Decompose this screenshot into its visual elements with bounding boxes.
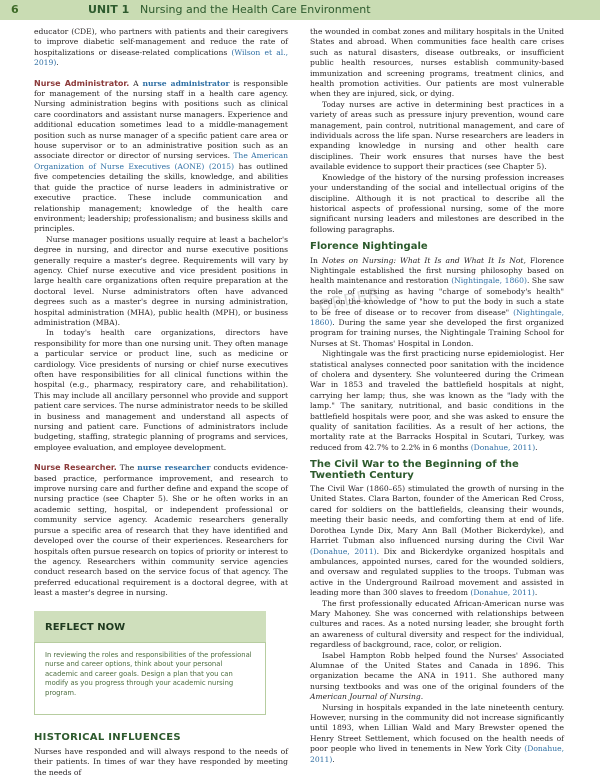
citation-link[interactable]: (Donahue, 2011) [310,546,377,556]
paragraph: Nightingale was the first practicing nurse epidemiologist. Her statistical analyses connected poor sanitation with the incidence of cholera and dysentery. She volunteered during the Crimean War in 1853 and traveled the battlefield hospitals at night, carrying her lamp; thus, she was known as the "lady with the lamp." The sanitary, nutritional, and basic conditions in the battlefield hospitals were poor, and she was asked to ensure the quality of sanitation facilities. As a result of her actions, the mortality rate at the Barracks Hospital in Scutari, Turkey, was reduced from 42.7% to 2.2% in 6 months (Donahue, 2011). [310,349,564,452]
paragraph: the wounded in combat zones and military hospitals in the United States and abroad. When communities face health care crises such as natural disasters, disease outbreaks, or insufficient public health resources, nurses establish community-based immunization and screening programs, treatment clinics, and health promotion activities. Our patients are most vulnerable when they are injured, sick, or dying. [310,27,564,99]
book-title: Notes on Nursing: What It Is and What It Is Not, [321,255,526,265]
citation-link[interactable]: The American Organization of Nurse Executives (AONE) (2015) [34,151,289,171]
citation-link[interactable]: (Donahue, 2011) [470,442,536,452]
watermark: ORDER [316,283,382,316]
section-heading: HISTORICAL INFLUENCES [34,731,181,743]
right-column [310,27,564,765]
subheading: Nurse Administrator. [34,78,130,88]
paragraph: Nursing in hospitals expanded in the late nineteenth century. However, nursing in the community did not increase significantly until 1893, when Lillian Wald and Mary Brewster opened the Henry Street Settlement, which focused on the health needs of poor people who lived in tenements in New York City (Donahue, 2011). [310,702,565,764]
unit-title: Nursing and the Health Care Environment [140,3,371,16]
paragraph: Isabel Hampton Robb helped found the Nurses' Associated Alumnae of the United States and Canada in 1896. This organization became the ANA in 1911. She authored many nursing textbooks and was one of the original founders of the American Journal of Nursing. [310,650,564,702]
reflect-now-body [34,642,266,715]
unit-label: UNIT 1 [88,3,130,16]
citation-link[interactable]: (Donahue, 2011) [470,588,535,598]
key-term: nurse administrator [142,78,230,88]
journal-title: American Journal of Nursing [310,692,421,702]
page-number: 6 [11,3,19,16]
paragraph: The Civil War (1860–65) stimulated the growth of nursing in the United States. Clara Barton, founder of the American Red Cross, cared for soldiers on the battlefields, cleansing their wounds, meeting their basic needs, and comforting them at end of life. Dorothea Lynde Dix, Mary Ann Ball (Mother Bickerdyke), and Harriet Tubman also influenced nursing during the Civil War (Donahue, 2011). Dix and Bickerdyke organized hospitals and ambulances, appointed nurses, cared for the wounded soldiers, and oversaw and regulated supplies to the troops. Tubman was active in the Underground Railroad movement and assisted in leading more than 300 slaves to freedom (Donahue, 2011). [310,484,565,598]
citation-link[interactable]: (Donahue, 2011) [310,744,565,764]
reflect-now-title: REFLECT NOW [45,621,126,633]
citation-link[interactable]: (Nightingale, 1860) [310,307,564,327]
paragraph: Today nurses are active in determining best practices in a variety of areas such as pressure injury prevention, wound care management, pain control, nutritional management, and care of individuals across the life span. Nurse researchers are leaders in expanding knowledge in nursing and other health care disciplines. Their work ensures that nurses have the best available evidence to support their practices (see Chapter 5). [310,99,564,172]
running-header [0,0,600,20]
paragraph: Nurses have responded and will always respond to the needs of their patients. In times of war they have responded by meeting the needs of [34,746,288,777]
nurse-researcher-paragraph: Nurse Researcher. The nurse researcher conducts evidence-based practice, performance improvement, and research to improve nursing care and further define and expand the scope of nursing practice (see Chapter 5). She or he often works in an academic setting, hospital, or independent professional or community service agency. Academic researchers generally pursue a specific area of research that they have identified and developed over the course of their experiences. Researchers for hospitals often pursue research on topics of priority or interest to the agency. Researchers within community service agencies conduct research based on the service focus of that agency. The preferred educational requirement is a doctoral degree, with at least a master's degree in nursing. [34,463,289,598]
key-term: nurse researcher [137,463,211,473]
paragraph: Nurse manager positions usually require at least a bachelor's degree in nursing, and director and nurse executive positions generally require a master's degree. Requirements will vary by agency. Chief nurse executive and vice president positions in large health care organizations often require preparation at the doctoral level. Nurse administrators often have advanced degrees such as a master's degree in nursing administration, hospital administration (MHA), public health (MPH), or business administration (MBA). [34,234,288,327]
paragraph: The first professionally educated African-American nurse was Mary Mahoney. She was concerned with relationships between cultures and races. As a noted nursing leader, she brought forth an awareness of cultural diversity and respect for the individual, regardless of background, race, color, or religion. [310,598,564,650]
section-heading-nightingale: Florence Nightingale [310,241,428,253]
nurse-administrator-paragraph: Nurse Administrator. A nurse administrator is responsible for management of the nursing staff in a health care agency. Nursing administration begins with positions such as clinical care coordinators and assistant nurse managers. Experience and additional education sometimes lead to a middle-management position such as nurse manager of a specific patient care area or house supervisor or to an administrative position such as an associate director or director of nursing services. The American Organization of Nurse Executives (AONE) (2015) has outlined five competencies detailing the skills, knowledge, and abilities that guide the practice of nurse leaders in administrative or executive practice. These include communication and relationship management; knowledge of the health care environment; leadership; professionalism; and business skills and principles. [34,78,289,234]
paragraph: educator (CDE), who partners with patients and their caregivers to improve diabetic self-management and reduce the rate of hospitalizations or disease-related complications (Wilson et al., 2019). [34,27,288,68]
paragraph: Knowledge of the history of the nursing profession increases your understanding of the social and intellectual origins of the discipline. Although it is not practical to describe all the historical aspects of professional nursing, some of the more significant nursing leaders and milestones are described in the following paragraphs. [310,172,564,234]
citation-link[interactable]: (Nightingale, 1860) [451,276,527,286]
reflect-now-text: In reviewing the roles and responsibilities of the professional nurse and career options, think about your personal academic and career goals. Design a plan that you can modify as you progress through your academic nursing program. [45,650,252,697]
citation-link[interactable]: (Wilson et al., 2019) [34,47,288,68]
paragraph: In today's health care organizations, directors have responsibility for more than one nursing unit. They often manage a particular service or product line, such as medicine or cardiology. Vice presidents of nursing or chief nurse executives often have responsibilities for all clinical functions within the hospital (e.g., pharmacy, respiratory care, and rehabilitation). This may include all ancillary personnel who provide and support patient care services. The nurse administrator needs to be skilled in business and management and understand all aspects of nursing and patient care. Functions of administrators include budgeting, staffing, strategic planning of programs and services, employee evaluation, and employee development. [34,328,288,452]
paragraph: In Notes on Nursing: What It Is and What It Is Not, Florence Nightingale established the first nursing philosophy based on health maintenance and restoration (Nightingale, 1860). She saw the role of nursing as having "charge of somebody's health" based on the knowledge of "how to put the body in such a state to be free of disease or to recover from disease" (Nightingale, 1860). During the same year she developed the first organized program for training nurses, the Nightingale Training School for Nurses at St. Thomas' Hospital in London. [310,255,564,348]
section-heading-civil-war: The Civil War to the Beginning of the Twentieth Century [310,459,519,481]
subheading: Nurse Researcher. [34,463,117,473]
left-column [34,27,288,778]
reflect-now-box [34,611,266,715]
